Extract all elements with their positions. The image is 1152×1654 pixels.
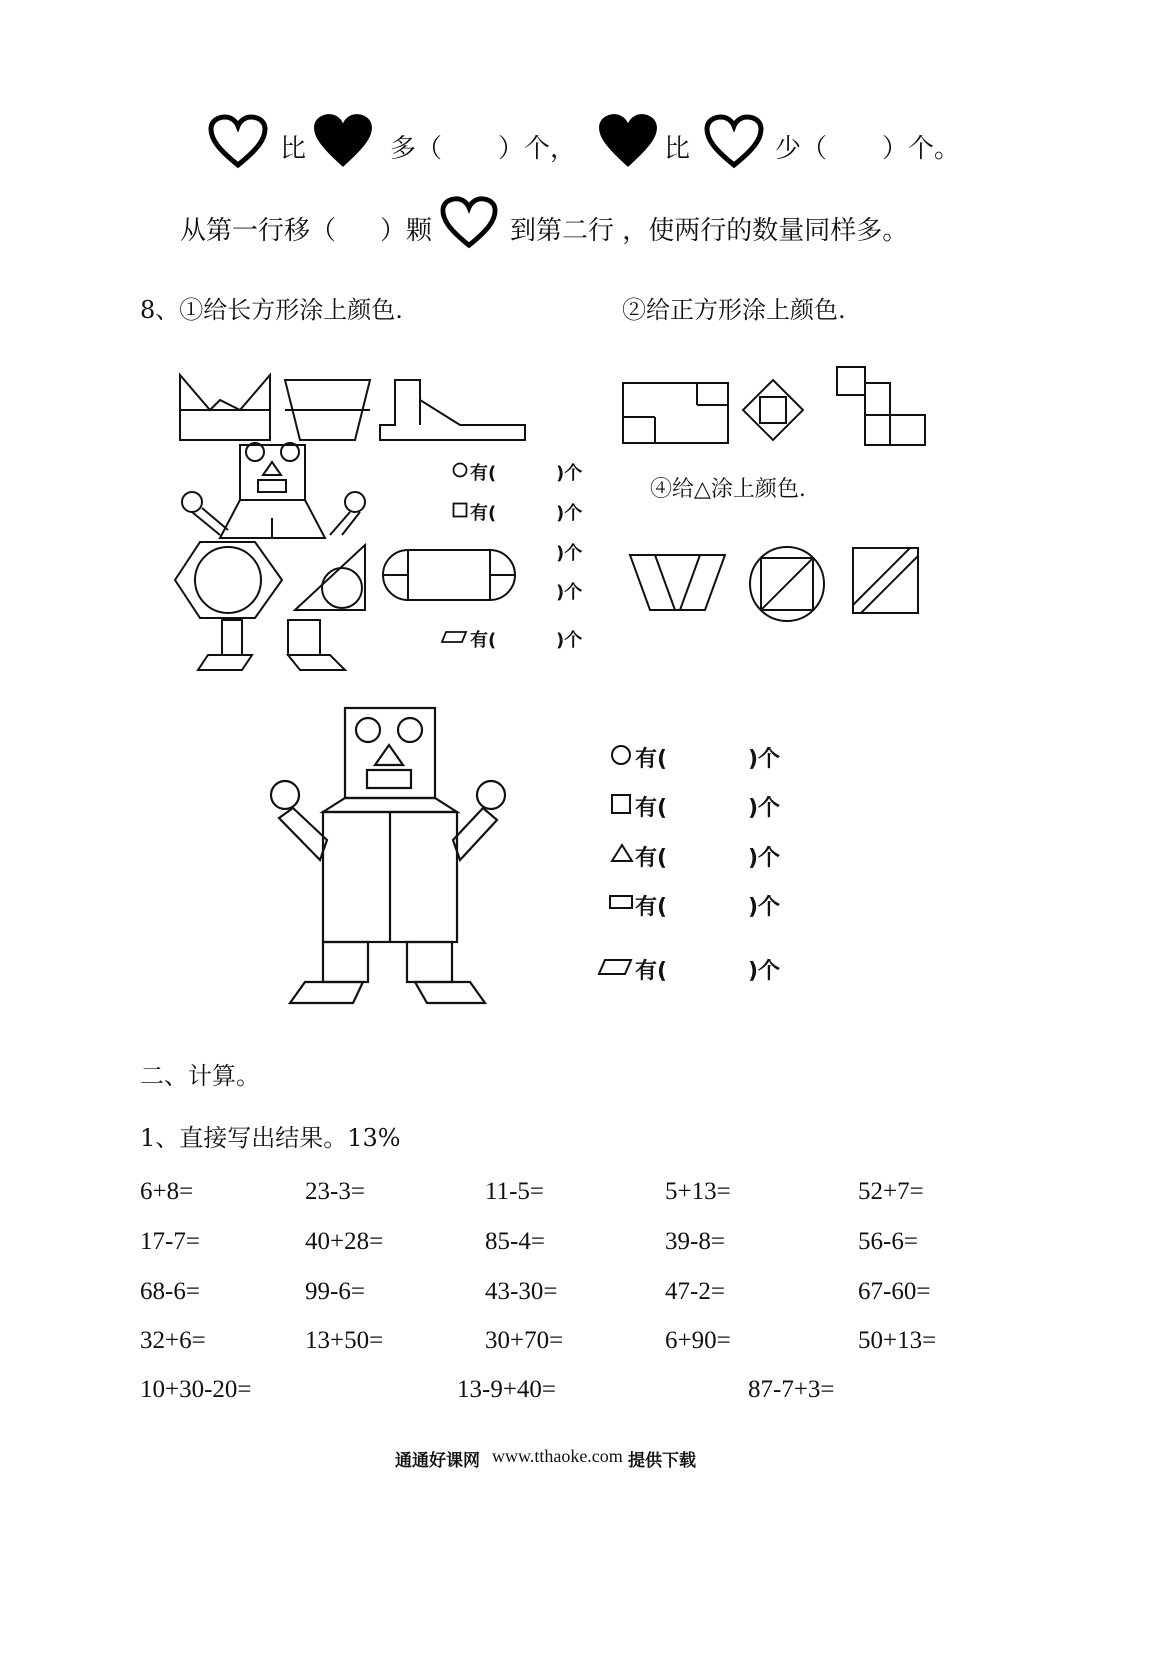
calc-problem: 56-6= (858, 1228, 918, 1255)
heart-filled-icon (312, 112, 374, 170)
move-suffix: 到第二行 ，使两行的数量同样多。 (510, 216, 909, 246)
big-count-close: )个 (748, 846, 781, 871)
calc-problem: 30+70= (485, 1327, 564, 1354)
square-icon (452, 502, 468, 518)
big-count-square-label: 有( (635, 796, 668, 821)
compare-shao: 少（ (775, 134, 828, 164)
calc-problem: 68-6= (140, 1278, 200, 1305)
small-count-close: )个 (556, 582, 583, 603)
small-count-parallelogram-label: 有( (470, 630, 497, 651)
section2-q1: 1、直接写出结果。13% (140, 1124, 401, 1152)
small-robot-figure (170, 370, 610, 680)
parallelogram-icon (440, 630, 468, 644)
calc-problem: 47-2= (665, 1278, 725, 1305)
triangle-shapes-figure (625, 540, 925, 625)
small-count-close: )个 (556, 630, 583, 651)
big-robot-figure (265, 700, 525, 1012)
compare-bi-2: 比 (664, 134, 691, 164)
heart-outline-icon (440, 196, 498, 250)
heart-outline-icon (704, 115, 764, 169)
calc-problem: 67-60= (858, 1278, 931, 1305)
heart-filled-icon (597, 112, 659, 170)
move-prefix: 从第一行移（ (180, 216, 337, 246)
triangle-icon (610, 843, 634, 863)
big-count-close: )个 (748, 796, 781, 821)
calc-problem: 50+13= (858, 1327, 937, 1354)
circle-icon (610, 744, 632, 766)
square-icon (610, 793, 632, 815)
rectangle-icon (608, 894, 634, 910)
calc-problem: 11-5= (485, 1178, 544, 1205)
calc-problem: 17-7= (140, 1228, 200, 1255)
circle-icon (452, 462, 468, 478)
q8-sub1: 8、①给长方形涂上颜色. (140, 296, 403, 324)
small-count-close: )个 (556, 503, 583, 524)
calc-problem: 32+6= (140, 1327, 206, 1354)
calc-problem: 13+50= (305, 1327, 384, 1354)
small-count-square-label: 有( (470, 503, 497, 524)
calc-problem: 5+13= (665, 1178, 731, 1205)
compare-ge-2: ）个。 (882, 134, 961, 164)
calc-problem: 85-4= (485, 1228, 545, 1255)
calc-problem: 10+30-20= (140, 1376, 252, 1403)
calc-problem: 52+7= (858, 1178, 924, 1205)
calc-problem: 43-30= (485, 1278, 558, 1305)
parallelogram-icon (597, 958, 633, 976)
calc-problem: 13-9+40= (457, 1376, 557, 1403)
footer-url[interactable]: www.tthaoke.com (492, 1446, 623, 1466)
small-count-close: )个 (556, 543, 583, 564)
big-count-close: )个 (748, 959, 781, 984)
small-count-circle-label: 有( (470, 463, 497, 484)
compare-bi-1: 比 (280, 134, 307, 164)
big-count-circle-label: 有( (635, 747, 668, 772)
heart-outline-icon (208, 115, 268, 169)
q8-sub4: ④给△涂上颜色. (650, 477, 806, 502)
section2-title: 二、计算。 (140, 1062, 260, 1090)
calc-problem: 40+28= (305, 1228, 384, 1255)
calc-problem: 99-6= (305, 1278, 365, 1305)
calc-problem: 6+90= (665, 1327, 731, 1354)
calc-problem: 23-3= (305, 1178, 365, 1205)
big-count-triangle-label: 有( (635, 846, 668, 871)
move-ke: ）颗 (380, 216, 433, 246)
big-count-close: )个 (748, 747, 781, 772)
q8-sub2: ②给正方形涂上颜色. (622, 296, 846, 324)
compare-ge-1: ）个， (498, 134, 577, 164)
footer-site: 通通好课网 (395, 1451, 480, 1471)
calc-problem: 87-7+3= (748, 1376, 835, 1403)
compare-duo: 多（ (390, 134, 443, 164)
calc-problem: 6+8= (140, 1178, 194, 1205)
big-count-rectangle-label: 有( (635, 895, 668, 920)
footer-suffix: 提供下载 (628, 1451, 696, 1471)
small-count-close: )个 (556, 463, 583, 484)
square-shapes-figure (615, 365, 935, 460)
calc-problem: 39-8= (665, 1228, 725, 1255)
big-count-close: )个 (748, 895, 781, 920)
big-count-parallelogram-label: 有( (635, 959, 668, 984)
